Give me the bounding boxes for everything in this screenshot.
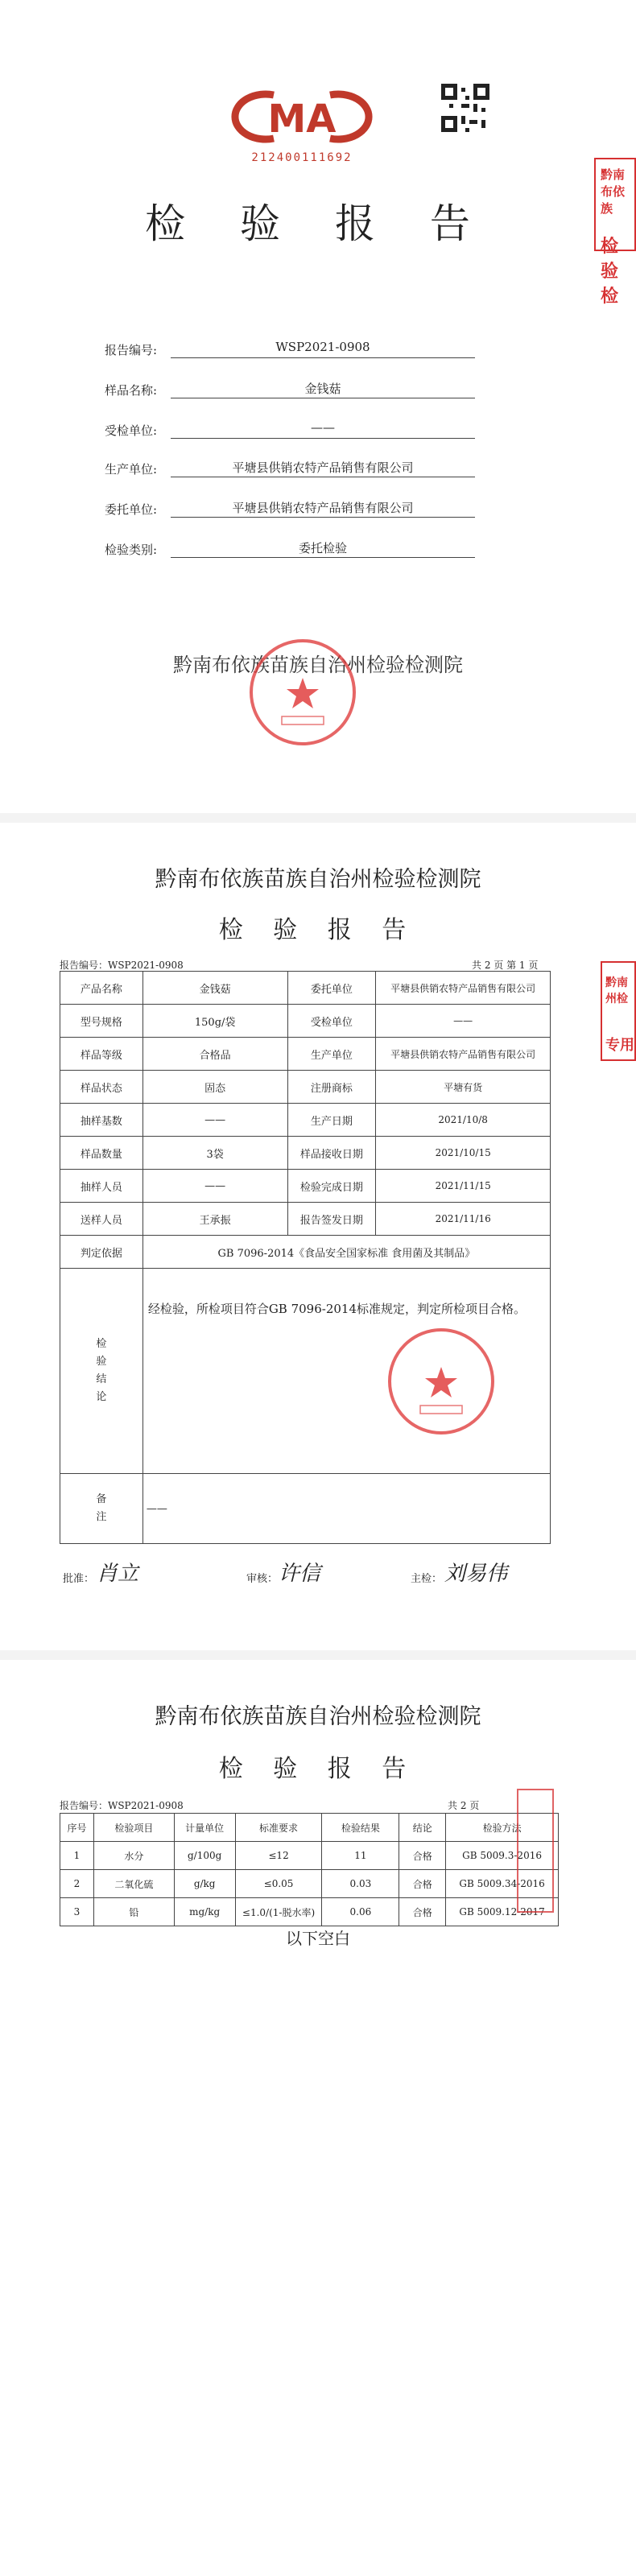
- summary-row: [60, 1170, 551, 1203]
- results-cell: 水分: [93, 1842, 174, 1870]
- summary-value-cell: 平塘有货: [376, 1071, 551, 1104]
- results-cell: 合格: [399, 1870, 446, 1898]
- summary-row: [60, 972, 551, 1005]
- summary-value-cell: 合格品: [142, 1038, 287, 1071]
- summary-label-cell: 抽样人员: [60, 1170, 143, 1203]
- summary-label-cell: 受检单位: [287, 1005, 376, 1038]
- cover-field-value: 平塘县供销农特产品销售有限公司: [171, 499, 475, 518]
- cover-title: 检 验 报 告: [145, 200, 491, 247]
- results-cell: 1: [60, 1842, 94, 1870]
- summary-value-cell: ——: [376, 1005, 551, 1038]
- institute-name: 黔南布依族苗族自治州检验检测院: [173, 654, 463, 676]
- cover-field-label: 委托单位:: [105, 502, 158, 517]
- summary-label-cell: 委托单位: [287, 972, 376, 1005]
- results-header-cell: 检验方法: [446, 1814, 559, 1842]
- cover-field-value: 委托检验: [171, 539, 475, 558]
- report-number: 报告编号：WSP2021-0908: [60, 1800, 184, 1811]
- basis-value: GB 7096-2014《食品安全国家标准 食用菌及其制品》: [142, 1236, 550, 1269]
- summary-value-cell: 2021/11/15: [376, 1170, 551, 1203]
- results-header-cell: 标准要求: [235, 1814, 322, 1842]
- results-cell: 0.03: [322, 1870, 399, 1898]
- results-cell: 2: [60, 1870, 94, 1898]
- summary-label-cell: 样品等级: [60, 1038, 143, 1071]
- results-row: [60, 1842, 559, 1870]
- summary-value-cell: 固态: [142, 1071, 287, 1104]
- results-row: [60, 1898, 559, 1926]
- basis-label: 判定依据: [60, 1236, 143, 1269]
- svg-text:MA: MA: [267, 97, 337, 142]
- summary-row: [60, 1137, 551, 1170]
- summary-label-cell: 检验完成日期: [287, 1170, 376, 1203]
- conclusion-text: 经检验，所检项目符合GB 7096-2014标准规定，判定所检项目合格。: [147, 1302, 527, 1316]
- results-row: [60, 1870, 559, 1898]
- review-label: 审核：: [246, 1573, 279, 1585]
- cover-field-label: 检验类别:: [105, 543, 158, 557]
- results-cell: GB 5009.34-2016: [446, 1870, 559, 1898]
- cover-field-label: 样品名称:: [105, 383, 158, 398]
- cover-field-value: 平塘县供销农特产品销售有限公司: [171, 459, 475, 477]
- summary-value-cell: 3袋: [142, 1137, 287, 1170]
- summary-page: [0, 823, 636, 1652]
- summary-row: [60, 1038, 551, 1071]
- results-cell: g/kg: [174, 1870, 235, 1898]
- results-header-cell: 序号: [60, 1814, 94, 1842]
- summary-value-cell: 2021/10/8: [376, 1104, 551, 1137]
- page-separator: [0, 813, 636, 823]
- results-cell: g/100g: [174, 1842, 235, 1870]
- summary-label-cell: 样品接收日期: [287, 1137, 376, 1170]
- page-info: 共 2 页 第 1 页: [472, 960, 539, 971]
- conclusion-label: 检验结论: [60, 1269, 143, 1474]
- summary-value-cell: 王承振: [142, 1203, 287, 1236]
- summary-label-cell: 送样人员: [60, 1203, 143, 1236]
- side-seal-stamp: 黔南布依族 检验检: [594, 158, 636, 251]
- summary-value-cell: 平塘县供销农特产品销售有限公司: [376, 972, 551, 1005]
- summary-label-cell: 型号规格: [60, 1005, 143, 1038]
- page-separator: [0, 1650, 636, 1660]
- cover-field-label: 生产单位:: [105, 462, 158, 477]
- summary-table: [60, 971, 551, 1544]
- main-inspector-signature: 刘易伟: [444, 1562, 508, 1586]
- approve-label: 批准：: [63, 1573, 95, 1585]
- summary-row: [60, 1203, 551, 1236]
- results-header-cell: 计量单位: [174, 1814, 235, 1842]
- side-seal-stamp: [517, 1789, 554, 1913]
- results-page: [0, 1660, 636, 2576]
- summary-row: [60, 1104, 551, 1137]
- institute-name: 黔南布依族苗族自治州检验检测院: [155, 1704, 481, 1729]
- official-seal: [385, 1325, 498, 1438]
- summary-row: [60, 1005, 551, 1038]
- end-marker: 以下空白: [286, 1929, 350, 1948]
- ma-number: 212400111692: [251, 151, 353, 164]
- summary-value-cell: 金钱菇: [142, 972, 287, 1005]
- institute-name: 黔南布依族苗族自治州检验检测院: [155, 867, 481, 892]
- results-header-cell: 检验结果: [322, 1814, 399, 1842]
- summary-label-cell: 抽样基数: [60, 1104, 143, 1137]
- page-info: 共 2 页: [448, 1800, 480, 1811]
- summary-value-cell: ——: [142, 1170, 287, 1203]
- results-header-cell: 检验项目: [93, 1814, 174, 1842]
- summary-label-cell: 产品名称: [60, 972, 143, 1005]
- results-cell: 0.06: [322, 1898, 399, 1926]
- qr-code-icon: [441, 84, 489, 132]
- results-cell: 3: [60, 1898, 94, 1926]
- summary-label-cell: 生产日期: [287, 1104, 376, 1137]
- results-cell: GB 5009.3-2016: [446, 1842, 559, 1870]
- results-cell: ≤1.0/(1-脱水率): [235, 1898, 322, 1926]
- cover-field-value: WSP2021-0908: [171, 340, 475, 358]
- results-cell: ≤0.05: [235, 1870, 322, 1898]
- results-cell: 合格: [399, 1842, 446, 1870]
- cover-field-value: ——: [171, 420, 475, 439]
- summary-label-cell: 生产单位: [287, 1038, 376, 1071]
- results-table: [60, 1813, 559, 1926]
- cma-logo: [242, 89, 362, 145]
- results-cell: ≤12: [235, 1842, 322, 1870]
- summary-value-cell: 2021/10/15: [376, 1137, 551, 1170]
- conclusion-cell: [142, 1269, 550, 1474]
- summary-label-cell: 样品数量: [60, 1137, 143, 1170]
- summary-row: [60, 1071, 551, 1104]
- report-title: 检 验 报 告: [218, 1755, 418, 1783]
- official-seal: [246, 636, 359, 749]
- side-seal-stamp: 黔南州检 专用: [601, 961, 636, 1061]
- results-cell: GB 5009.12-2017: [446, 1898, 559, 1926]
- cover-field-label: 受检单位:: [105, 423, 158, 438]
- report-number: 报告编号：WSP2021-0908: [60, 960, 184, 971]
- cover-page: [0, 0, 636, 813]
- results-cell: mg/kg: [174, 1898, 235, 1926]
- summary-value-cell: 150g/袋: [142, 1005, 287, 1038]
- remark-value: ——: [142, 1474, 550, 1544]
- summary-value-cell: 2021/11/16: [376, 1203, 551, 1236]
- results-cell: 二氧化硫: [93, 1870, 174, 1898]
- results-header-cell: 结论: [399, 1814, 446, 1842]
- summary-label-cell: 报告签发日期: [287, 1203, 376, 1236]
- results-cell: 铅: [93, 1898, 174, 1926]
- summary-label-cell: 注册商标: [287, 1071, 376, 1104]
- review-signature: 许信: [279, 1562, 321, 1586]
- summary-value-cell: ——: [142, 1104, 287, 1137]
- report-title: 检 验 报 告: [218, 916, 418, 944]
- summary-label-cell: 样品状态: [60, 1071, 143, 1104]
- approve-signature: 肖立: [97, 1562, 139, 1586]
- summary-value-cell: 平塘县供销农特产品销售有限公司: [376, 1038, 551, 1071]
- cover-field-label: 报告编号:: [105, 343, 158, 357]
- cover-field-value: 金钱菇: [171, 380, 475, 398]
- results-cell: 合格: [399, 1898, 446, 1926]
- results-cell: 11: [322, 1842, 399, 1870]
- main-inspector-label: 主检：: [411, 1573, 443, 1585]
- remark-label: 备注: [60, 1474, 143, 1544]
